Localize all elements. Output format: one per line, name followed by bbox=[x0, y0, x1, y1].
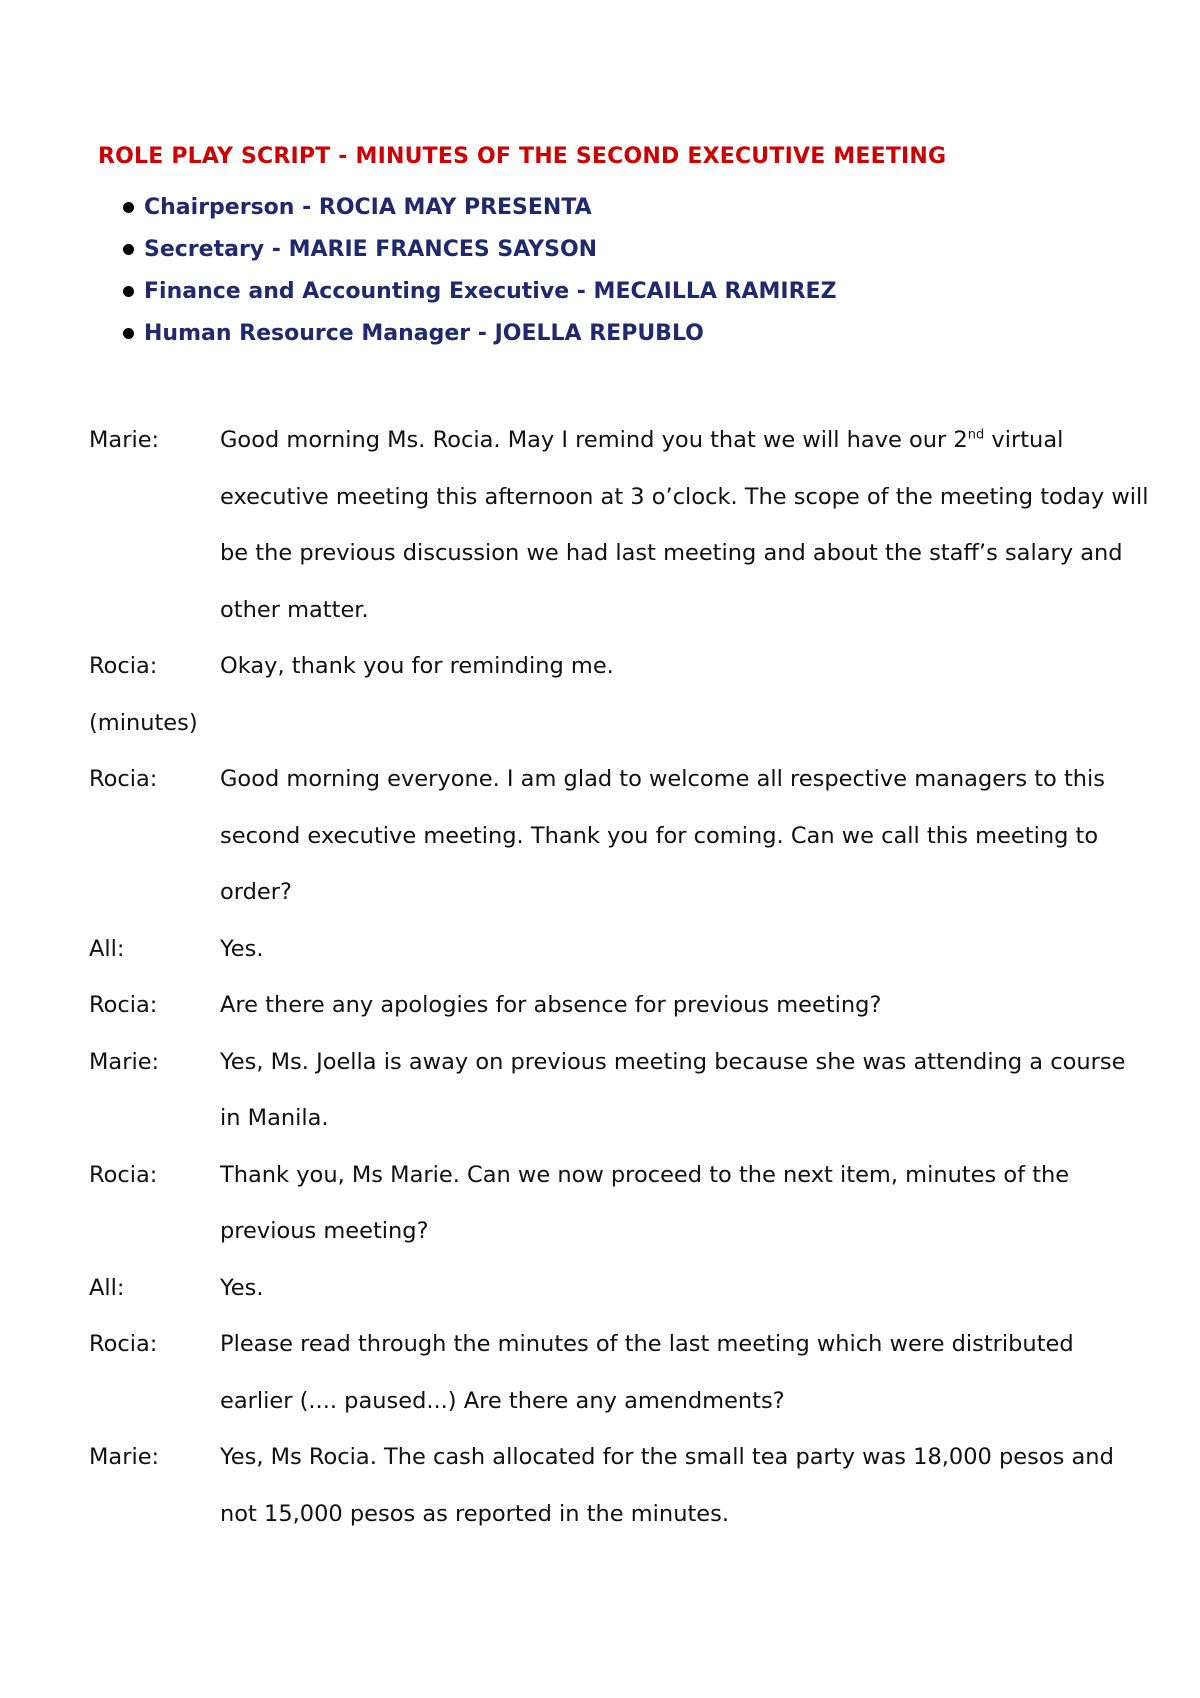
dialogue-line bbox=[89, 1147, 1149, 1260]
speech-text: Yes, Ms Rocia. The cash allocated for the small tea party was 18,000 pesos and not 15,000 pesos as reported in the minutes. bbox=[220, 1444, 1114, 1527]
dialogue-line bbox=[89, 638, 1149, 695]
speaker-name: Rocia: bbox=[89, 766, 158, 792]
speaker-name: Marie: bbox=[89, 427, 160, 453]
speech-text: Please read through the minutes of the last meeting which were distributed earlier (.... paused...) Are there any amendments? bbox=[220, 1331, 1074, 1414]
bullet-icon bbox=[123, 244, 134, 255]
speech-text-part: virtual executive meeting this afternoon at 3 o’clock. The scope of the meeting today will be the previous discussion we had last meeting and about the staff’s salary and other matter. bbox=[220, 427, 1149, 623]
speech-text: Yes. bbox=[220, 935, 264, 962]
stage-note: (minutes) bbox=[89, 709, 198, 736]
dialogue-line bbox=[89, 921, 1149, 978]
speech-text bbox=[220, 412, 1149, 638]
dialogue-script bbox=[89, 412, 1149, 1542]
speaker-name: Rocia: bbox=[89, 1331, 158, 1357]
dialogue-line bbox=[89, 751, 1149, 921]
speech-text: Good morning everyone. I am glad to welcome all respective managers to this second executive meeting. Thank you for coming. Can we call this meeting to order? bbox=[220, 766, 1106, 905]
dialogue-line bbox=[89, 1034, 1149, 1147]
speech-text: Yes, Ms. Joella is away on previous meeting because she was attending a course in Manila. bbox=[220, 1048, 1126, 1131]
document-title: ROLE PLAY SCRIPT - MINUTES OF THE SECOND EXECUTIVE MEETING bbox=[98, 144, 947, 169]
role-secretary: Secretary - MARIE FRANCES SAYSON bbox=[144, 236, 598, 262]
dialogue-line bbox=[89, 977, 1149, 1034]
role-list bbox=[123, 186, 837, 354]
role-item bbox=[123, 270, 837, 312]
ordinal-superscript: nd bbox=[967, 427, 985, 443]
dialogue-line bbox=[89, 1316, 1149, 1429]
speaker-name: Marie: bbox=[89, 1048, 160, 1075]
speaker-name: All: bbox=[89, 935, 125, 962]
speech-text-part: Good morning Ms. Rocia. May I remind you that we will have our 2 bbox=[220, 427, 968, 453]
dialogue-line bbox=[89, 1429, 1149, 1542]
bullet-icon bbox=[123, 202, 134, 213]
speech-text: Yes. bbox=[220, 1274, 264, 1301]
speaker-name: Rocia: bbox=[89, 992, 158, 1018]
speech-text: Are there any apologies for absence for previous meeting? bbox=[220, 992, 882, 1018]
speech-text: Thank you, Ms Marie. Can we now proceed to the next item, minutes of the previous meeting? bbox=[220, 1161, 1070, 1244]
speaker-name: All: bbox=[89, 1274, 125, 1301]
speaker-name: Rocia: bbox=[89, 1161, 158, 1188]
bullet-icon bbox=[123, 328, 134, 339]
speech-text: Okay, thank you for reminding me. bbox=[220, 653, 614, 679]
dialogue-line bbox=[89, 1260, 1149, 1317]
role-item bbox=[123, 312, 837, 354]
bullet-icon bbox=[123, 286, 134, 297]
role-item bbox=[123, 186, 837, 228]
role-chairperson: Chairperson - ROCIA MAY PRESENTA bbox=[144, 194, 592, 220]
role-item bbox=[123, 228, 837, 270]
dialogue-line bbox=[89, 412, 1149, 638]
role-hr-manager: Human Resource Manager - JOELLA REPUBLO bbox=[144, 320, 704, 346]
speaker-name: Marie: bbox=[89, 1444, 160, 1470]
role-finance-executive: Finance and Accounting Executive - MECAILLA RAMIREZ bbox=[144, 278, 837, 304]
speaker-name: Rocia: bbox=[89, 653, 158, 679]
